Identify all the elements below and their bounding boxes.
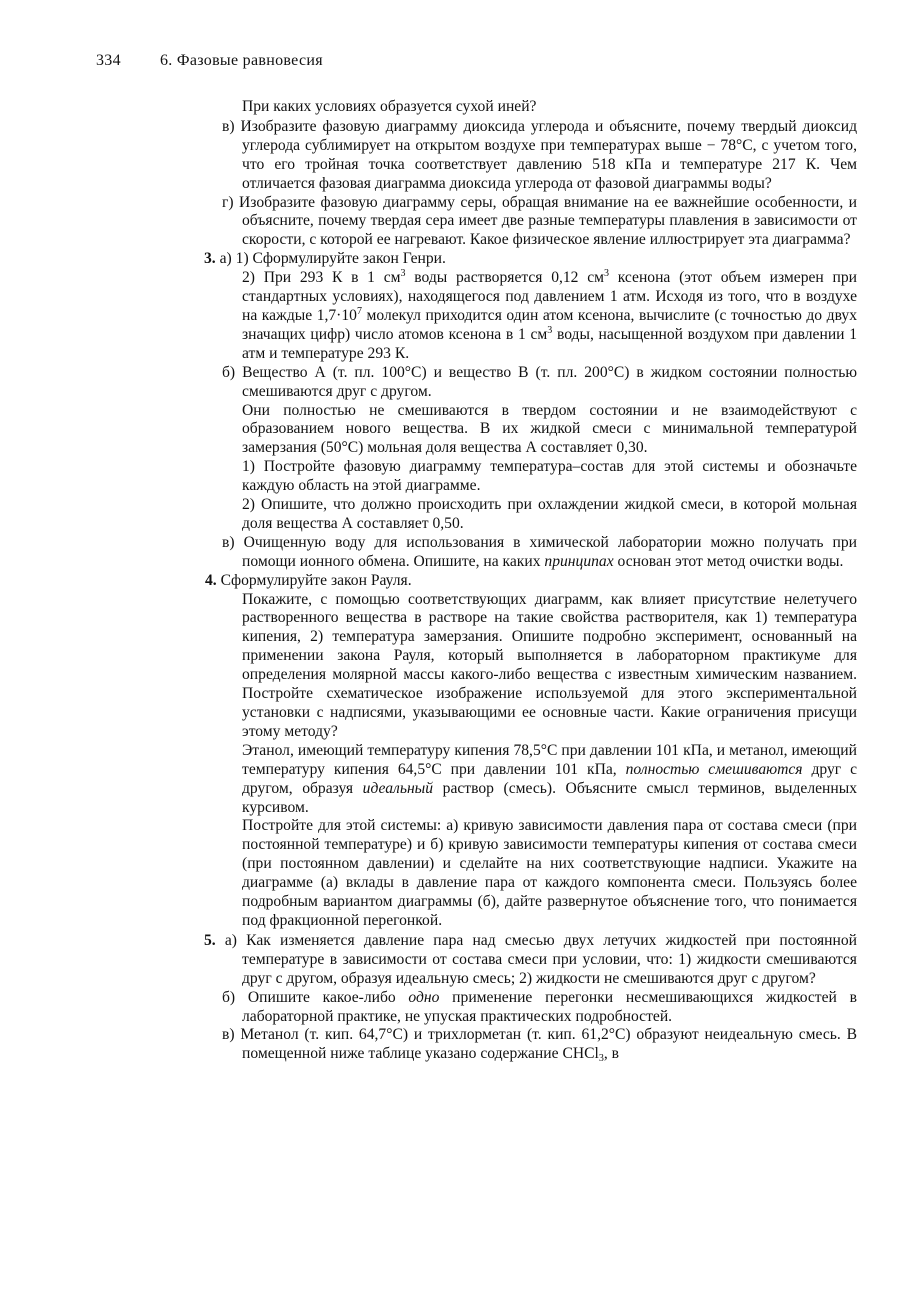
chapter-title: 6. Фазовые равновесия — [160, 52, 323, 69]
q3-b-label: б) — [222, 363, 236, 381]
q4-p2-text-3: раствор (смесь). Объясните смысл терминов, выделенных курсивом. — [242, 779, 857, 816]
q2-g — [222, 193, 857, 251]
superscript-3: 3 — [547, 324, 553, 336]
q4-p1: Покажите, с помощью соответствующих диаграмм, как влияет присутствие нелетучего растворенного вещества в растворе на такие свойства растворителя, как 1) температура кипения, 2) температура замерзания. Опишите подробно эксперимент, основанный на применении закона Рауля, который выполняется в лабораторном практикуме для определения молярной массы какого-либо вещества с известным химическим названием. Постройте схематическое изображение используемой для этого экспериментальной установки с надписями, указывающими ее основные части. Какие ограничения присущи этому методу? — [242, 590, 857, 740]
q3-a1 — [204, 250, 857, 269]
superscript-7: 7 — [356, 305, 362, 317]
page-number: 334 — [96, 52, 121, 69]
q2-v-text: Изобразите фазовую диаграмму диоксида углерода и объясните, почему твердый диоксид углерода сублимирует на открытом воздухе при температурах выше − 78°C, с учетом того, что его тройная точка соответствует давлению 518 кПа и температуре 217 К. Чем отличается фазовая диаграмма диоксида углерода от фазовой диаграммы воды? — [240, 117, 857, 192]
q3-a1-text: 1) Сформулируйте закон Генри. — [235, 250, 446, 268]
q2-g-text: Изобразите фазовую диаграмму серы, обращая внимание на ее важнейшие особенности, и объясните, почему твердая сера имеет две разные температуры плавления в зависимости от скорости, с которой ее нагревают. Какое физическое явление иллюстрирует эта диаграмма? — [239, 193, 857, 249]
q5-v — [222, 1026, 857, 1065]
q5-b-italic: одно — [408, 988, 440, 1006]
q4-title — [205, 571, 857, 591]
q3-v-label: в) — [222, 533, 235, 551]
q3-v — [222, 533, 857, 572]
q3-b-2: 2) Опишите, что должно происходить при охлаждении жидкой смеси, в которой мольная доля вещества А составляет 0,50. — [242, 496, 857, 532]
q4-number: 4. — [205, 571, 217, 589]
q4-p2-italic-1: полностью смешиваются — [625, 760, 803, 778]
q3-a2-text-2: воды растворяется 0,12 см — [405, 269, 604, 287]
q4-p3: Постройте для этой системы: а) кривую зависимости давления пара от состава смеси (при постоянной температуре) и б) кривую зависимости температуры кипения от состава смеси (при постоянном давлении) и сделайте на них соответствующие надписи. Укажите на диаграмме (а) вклады в давление пара от каждого компонента смеси. Пользуясь более подробным вариантом диаграммы (б), дайте развернутое объяснение того, что понимается под фракционной перегонкой. — [242, 817, 857, 929]
q5-b-text-1: Опишите какое-либо — [247, 988, 409, 1006]
superscript-3: 3 — [604, 268, 609, 280]
q3-a-label: а) — [219, 250, 232, 268]
q3-v-text-1: Очищенную воду для использования в химической лаборатории можно получать при помощи ионного обмена. Опишите, на каких — [242, 533, 857, 570]
q4-p2-text-2: друг с другом, образуя — [242, 760, 857, 797]
q2-v-label: в) — [222, 117, 235, 135]
q3-v-italic: принципах — [544, 552, 614, 570]
q5-number: 5. — [204, 931, 216, 949]
q5-a-text: Как изменяется давление пара над смесью двух летучих жидкостей при постоянной температуре в зависимости от состава смеси при условии, что: 1) жидкости смешиваются друг с другом, образуя идеальную смесь; 2) жидкости не смешиваются друг с другом? — [242, 931, 857, 987]
q5-b — [222, 988, 857, 1027]
q4-p2 — [242, 742, 857, 818]
q3-b-text2: Они полностью не смешиваются в твердом состоянии и не взаимодействуют с образованием нового вещества. В их жидкой смеси с минимальной температурой замерзания (50°C) мольная доля вещества А составляет 0,30. — [242, 401, 857, 457]
q3-v-text-2: основан этот метод очистки воды. — [613, 552, 844, 570]
q4-title-text: Сформулируйте закон Рауля. — [220, 571, 412, 589]
q5-v-label: в) — [222, 1026, 235, 1044]
q2-v — [222, 117, 857, 194]
q4-p2-text-1: Этанол, имеющий температуру кипения 78,5°C при давлении 101 кПа, и метанол, имеющий температуру кипения 64,5°C при давлении 101 кПа, — [242, 741, 857, 778]
q3-a2-text-1: 2) При 293 К в 1 см — [242, 269, 401, 287]
q2-g-label: г) — [222, 193, 234, 211]
q3-a2-text-5: воды, насыщенной воздухом при давлении 1 атм и температуре 293 К. — [242, 325, 857, 362]
q5-b-text-2: применение перегонки несмешивающихся жидкостей в лабораторной практике, не упуская практических подробностей. — [242, 988, 857, 1025]
q3-number: 3. — [204, 250, 216, 268]
subscript-3: 3 — [598, 1053, 604, 1065]
q5-a — [204, 931, 857, 989]
q2-b-end: При каких условиях образуется сухой иней? — [242, 98, 537, 115]
q3-a2-text-4: молекул приходится один атом ксенона, вычислите (с точностью до двух значащих цифр) число атомов ксенона в 1 см — [242, 306, 857, 343]
q5-v-text-2: , в — [603, 1045, 620, 1063]
q3-b-text: Вещество А (т. пл. 100°C) и вещество В (т. пл. 200°C) в жидком состоянии полностью смешиваются друг с другом. — [242, 363, 857, 400]
q4-p2-italic-2: идеальный — [362, 779, 434, 797]
q5-v-text-1: Метанол (т. кип. 64,7°C) и трихлорметан (т. кип. 61,2°C) образуют неидеальную смесь. В помещенной ниже таблице указано содержание CHCl — [240, 1026, 857, 1063]
q3-a2-text-3: ксенона (этот объем измерен при стандартных условиях), находящегося под давлением 1 атм. Исходя из того, что в воздухе на каждые 1,7·10 — [242, 269, 857, 324]
q3-a2 — [242, 269, 857, 364]
q3-b — [222, 363, 857, 402]
q5-b-label: б) — [222, 988, 236, 1006]
page-header — [96, 52, 323, 70]
q5-a-label: а) — [224, 931, 237, 949]
q3-b-1: 1) Постройте фазовую диаграмму температура–состав для этой системы и обозначьте каждую область на этой диаграмме. — [242, 458, 857, 495]
page-body — [0, 98, 911, 1064]
superscript-3: 3 — [400, 268, 406, 280]
